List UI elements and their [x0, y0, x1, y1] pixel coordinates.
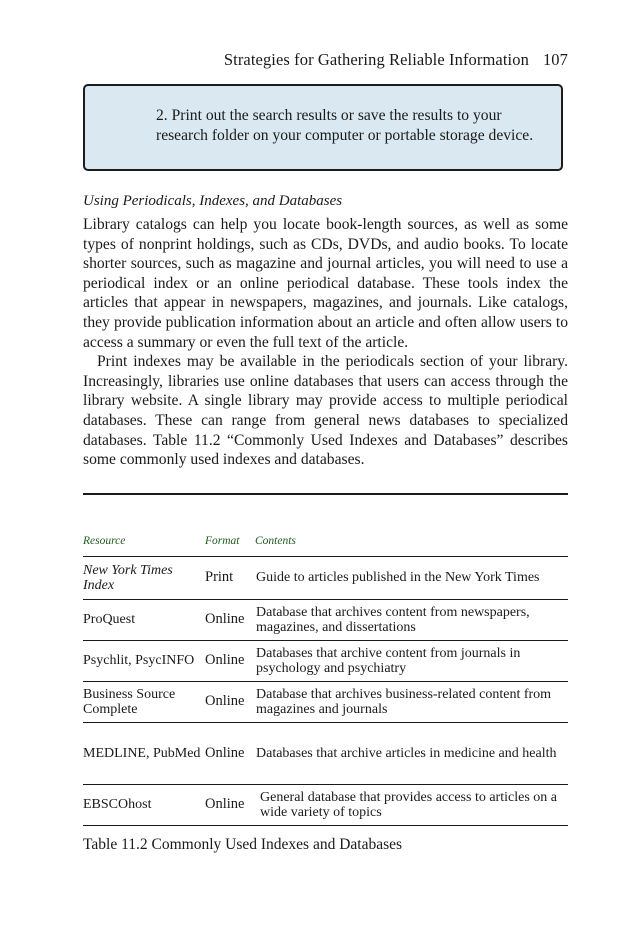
- indexes-databases-table: [83, 493, 568, 826]
- page-number: 107: [542, 50, 568, 69]
- cell-format: Online: [205, 600, 255, 641]
- running-header: [83, 50, 568, 70]
- table-row: [83, 641, 568, 682]
- paragraph: Print indexes may be available in the periodicals section of your library. Increasingly, libraries use online databases that users can access through the library website. A single library may provide access to multiple periodical databases. These can range from general news databases to specialized databases. Table 11.2 “Commonly Used Indexes and Databases” describes some commonly used indexes and databases.: [83, 353, 568, 469]
- column-header-resource: Resource: [83, 494, 205, 557]
- table-row: [83, 557, 568, 600]
- callout-text: 2. Print out the search results or save the results to your research folder on your computer or portable storage device.: [156, 107, 534, 144]
- cell-format: Online: [205, 641, 255, 682]
- cell-contents: Database that archives business-related content from magazines and journals: [255, 682, 568, 723]
- section-heading: Using Periodicals, Indexes, and Databases: [83, 193, 343, 209]
- cell-resource: EBSCOhost: [83, 785, 205, 826]
- cell-resource: MEDLINE, PubMed: [83, 723, 205, 785]
- cell-resource: Psychlit, PsycINFO: [83, 641, 205, 682]
- cell-contents: Guide to articles published in the New York Times: [255, 557, 568, 600]
- table-caption: Table 11.2 Commonly Used Indexes and Databases: [83, 836, 403, 853]
- column-header-format: Format: [205, 494, 255, 557]
- cell-contents: Databases that archive articles in medicine and health: [255, 723, 568, 785]
- table-row: [83, 785, 568, 826]
- cell-resource: New York Times Index: [83, 557, 205, 600]
- cell-contents: Database that archives content from newspapers, magazines, and dissertations: [255, 600, 568, 641]
- cell-resource: Business Source Complete: [83, 682, 205, 723]
- cell-resource: ProQuest: [83, 600, 205, 641]
- cell-format: Online: [205, 723, 255, 785]
- cell-format: Online: [205, 785, 255, 826]
- table-row: [83, 682, 568, 723]
- table-header-row: [83, 494, 568, 557]
- body-text: [83, 215, 568, 470]
- table-row: [83, 600, 568, 641]
- column-header-contents: Contents: [255, 494, 568, 557]
- header-title: Strategies for Gathering Reliable Information: [223, 50, 529, 69]
- cell-contents: General database that provides access to articles on a wide variety of topics: [255, 785, 568, 826]
- cell-format: Online: [205, 682, 255, 723]
- paragraph: Library catalogs can help you locate book-length sources, as well as some types of nonprint holdings, such as CDs, DVDs, and audio books. To locate shorter sources, such as magazine and journal articles, you will need to use a periodical index or an online periodical database. These tools index the articles that appear in newspapers, magazines, and journals. Like catalogs, they provide publication information about an article and often allow users to access a summary or even the full text of the article.: [83, 216, 568, 351]
- cell-contents: Databases that archive content from journals in psychology and psychiatry: [255, 641, 568, 682]
- table-row: [83, 723, 568, 785]
- callout-box: [83, 84, 563, 171]
- cell-format: Print: [205, 557, 255, 600]
